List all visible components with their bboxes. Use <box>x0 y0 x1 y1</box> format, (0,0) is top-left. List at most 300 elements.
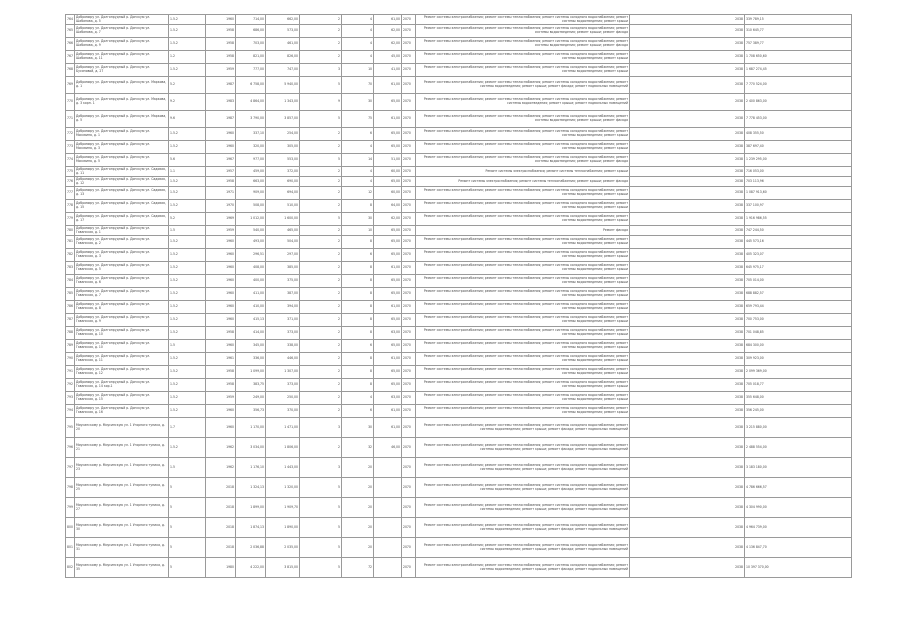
cell-repair-cost: 355 648,00 <box>745 392 852 405</box>
cell-row-number: 801 <box>66 538 75 558</box>
cell-year-built: 1980 <box>206 558 236 578</box>
cell-total-area: 4 864,00 <box>236 94 266 111</box>
cell-repair-works: Ремонт системы электроснабжения; ремонт системы теплоснабжения; ремонт системы холодного водоснабжения; ремонт системы водоотведения; ремонт крыши <box>416 249 630 262</box>
cell-plan-year: 2070 <box>402 288 416 301</box>
table-row <box>66 327 852 340</box>
cell-address: Добромиру ул. Долгопрудный р. Донскую ул. Шабанова, д. 5 <box>75 15 169 25</box>
cell-deadline-year: 2038 <box>630 418 745 438</box>
cell-plan-year: 2070 <box>402 327 416 340</box>
cell-living-area: 387,00 <box>266 288 300 301</box>
cell-deadline-year: 2038 <box>630 366 745 379</box>
cell-year-built: 1960 <box>206 314 236 327</box>
cell-year-built: 1958 <box>206 379 236 392</box>
cell-address: Добромиру ул. Долгопрудный р. Донскую ул. Гаванская, д. 12 <box>75 366 169 379</box>
cell-total-area: 415,13 <box>236 314 266 327</box>
cell-year-built: 2018 <box>206 518 236 538</box>
cell-building-type: 1.5.2 <box>169 38 206 51</box>
cell-total-area: 383,75 <box>236 379 266 392</box>
cell-row-number: 789 <box>66 340 75 353</box>
cell-repair-works: Ремонт системы электроснабжения; ремонт системы теплоснабжения; ремонт системы холодного водоснабжения; ремонт системы водоотведения; ремонт крыши <box>416 392 630 405</box>
cell-address: Добромиру ул. Долгопрудный р. Донскую ул. Гаванская, д. 15 <box>75 392 169 405</box>
cell-building-type: 1.5 <box>169 458 206 478</box>
cell-plan-year: 2070 <box>402 478 416 498</box>
cell-residents: 4 <box>342 177 374 187</box>
cell-year-built: 1987 <box>206 77 236 94</box>
cell-living-area: 504,00 <box>266 236 300 249</box>
cell-wear-percent: 64,00 <box>374 200 402 213</box>
cell-floors: 2 <box>300 226 342 236</box>
cell-row-number: 792 <box>66 379 75 392</box>
cell-living-area: 1 890,00 <box>266 518 300 538</box>
cell-living-area: 254,00 <box>266 128 300 141</box>
cell-repair-works: Ремонт системы электроснабжения; ремонт системы теплоснабжения; ремонт системы холодного водоснабжения; ремонт системы водоотведения; ремонт крыши; ремонт фасада; ремонт подвальных помещений <box>416 478 630 498</box>
cell-plan-year: 2070 <box>402 558 416 578</box>
cell-address: Добромиру ул. Долгопрудный р. Донскую ул. Шабанова, д. 11 <box>75 51 169 64</box>
cell-building-type: 1.5.2 <box>169 64 206 77</box>
cell-living-area: 1 471,00 <box>266 418 300 438</box>
cell-residents: 8 <box>342 327 374 340</box>
cell-repair-works: Ремонт системы электроснабжения; ремонт системы теплоснабжения; ремонт системы холодного водоснабжения; ремонт системы водоотведения; ремонт крыши <box>416 236 630 249</box>
cell-address: Миусинскому р. Миусинскую ул. 1 Угорного тупика, д. 30 <box>75 518 169 538</box>
cell-repair-works: Ремонт системы электроснабжения; ремонт системы теплоснабжения; ремонт системы холодного водоснабжения; ремонт системы водоотведения; ремонт крыши <box>416 353 630 366</box>
cell-repair-cost: 2 099 369,00 <box>745 366 852 379</box>
cell-living-area: 553,00 <box>266 154 300 167</box>
cell-repair-works: Ремонт системы электроснабжения; ремонт системы теплоснабжения; ремонт системы холодного водоснабжения; ремонт системы водоотведения; ремонт крыши <box>416 288 630 301</box>
table-row <box>66 458 852 478</box>
table-row <box>66 236 852 249</box>
cell-living-area: 297,00 <box>266 249 300 262</box>
cell-row-number: 779 <box>66 213 75 226</box>
cell-wear-percent: 61,00 <box>374 301 402 314</box>
cell-residents: 14 <box>342 154 374 167</box>
cell-building-type: 1.5.2 <box>169 366 206 379</box>
cell-address: Добромиру ул. Долгопрудный р. Донскую ул. Гаванская, д. 5 <box>75 262 169 275</box>
cell-deadline-year: 2038 <box>630 458 745 478</box>
cell-repair-cost: 310 645,77 <box>745 25 852 38</box>
cell-wear-percent: 45,00 <box>374 51 402 64</box>
cell-living-area: 662,00 <box>266 15 300 25</box>
cell-living-area: 446,00 <box>266 353 300 366</box>
cell-wear-percent <box>374 498 402 518</box>
cell-row-number: 776 <box>66 177 75 187</box>
cell-repair-cost: 684 300,00 <box>745 340 852 353</box>
cell-total-area: 2 036,88 <box>236 538 266 558</box>
cell-plan-year: 2070 <box>402 418 416 438</box>
cell-deadline-year: 2038 <box>630 275 745 288</box>
cell-repair-works: Ремонт системы электроснабжения; ремонт системы теплоснабжения; ремонт системы холодного водоснабжения; ремонт системы водоотведения; ремонт крыши <box>416 314 630 327</box>
cell-row-number: 782 <box>66 249 75 262</box>
cell-floors: 2 <box>300 301 342 314</box>
cell-building-type: 1.5.2 <box>169 314 206 327</box>
cell-wear-percent <box>374 538 402 558</box>
table-row <box>66 200 852 213</box>
cell-repair-cost: 309 923,00 <box>745 353 852 366</box>
cell-building-type: 1.5.2 <box>169 25 206 38</box>
cell-repair-works: Ремонт системы электроснабжения; ремонт системы теплоснабжения; ремонт системы холодного водоснабжения; ремонт системы водоотведения; ремонт крыши; ремонт фасада; ремонт подвальных помещений <box>416 438 630 458</box>
cell-plan-year: 2070 <box>402 213 416 226</box>
cell-total-area: 714,00 <box>236 15 266 25</box>
cell-residents: 20 <box>342 538 374 558</box>
cell-floors: 3 <box>300 418 342 438</box>
table-row <box>66 340 852 353</box>
cell-building-type: 1.5.2 <box>169 15 206 25</box>
cell-repair-cost: 356 245,00 <box>745 405 852 418</box>
cell-wear-percent <box>374 458 402 478</box>
cell-row-number: 778 <box>66 200 75 213</box>
cell-floors: 2 <box>300 51 342 64</box>
cell-repair-cost: 701 048,85 <box>745 327 852 340</box>
cell-living-area: 1 307,00 <box>266 366 300 379</box>
table-row <box>66 262 852 275</box>
cell-address: Добромиру ул. Долгопрудный р. Донскую ул. Садовая, д. 15 <box>75 200 169 213</box>
cell-building-type: 1.5.2 <box>169 405 206 418</box>
cell-floors: 2 <box>300 15 342 25</box>
table-row <box>66 366 852 379</box>
cell-wear-percent: 61,00 <box>374 418 402 438</box>
cell-plan-year: 2070 <box>402 167 416 177</box>
cell-repair-works: Ремонт системы электроснабжения; ремонт системы теплоснабжения; ремонт системы холодного водоснабжения; ремонт системы водоотведения; ремонт крыши <box>416 64 630 77</box>
cell-floors: 5 <box>300 213 342 226</box>
cell-living-area: 5 940,00 <box>266 77 300 94</box>
cell-living-area: 747,00 <box>266 64 300 77</box>
cell-repair-cost: 645 975,17 <box>745 262 852 275</box>
cell-address: Добромиру ул. Долгопрудный р. Донскую ул. Гаванская, д. 11 <box>75 353 169 366</box>
cell-address: Миусинскому р. Миусинскую ул. 1 Угорного тупика, д. 21 <box>75 438 169 458</box>
cell-repair-cost: 703 113,96 <box>745 177 852 187</box>
cell-deadline-year: 2038 <box>630 128 745 141</box>
cell-deadline-year: 2038 <box>630 438 745 458</box>
cell-residents: 8 <box>342 275 374 288</box>
cell-living-area: 690,00 <box>266 177 300 187</box>
cell-address: Добромиру ул. Долгопрудный р. Донскую ул. Москвина, д. 5 <box>75 154 169 167</box>
cell-total-area: 1 170,00 <box>236 418 266 438</box>
cell-residents: 10 <box>342 226 374 236</box>
cell-year-built: 1960 <box>206 15 236 25</box>
cell-deadline-year: 2038 <box>630 405 745 418</box>
cell-total-area: 249,00 <box>236 392 266 405</box>
table-row <box>66 288 852 301</box>
cell-row-number: 788 <box>66 327 75 340</box>
cell-residents: 30 <box>342 213 374 226</box>
cell-residents: 8 <box>342 200 374 213</box>
cell-address: Добромиру ул. Долгопрудный р. Донскую ул. Москвина, д. 3 <box>75 141 169 154</box>
cell-repair-works: Ремонт системы электроснабжения; ремонт системы теплоснабжения; ремонт системы холодного водоснабжения; ремонт системы водоотведения; ремонт крыши; ремонт фасада; ремонт подвальных помещений <box>416 498 630 518</box>
cell-wear-percent: 61,00 <box>374 77 402 94</box>
cell-total-area: 977,00 <box>236 154 266 167</box>
cell-deadline-year: 2038 <box>630 262 745 275</box>
cell-total-area: 1 874,13 <box>236 518 266 538</box>
cell-living-area: 1 320,00 <box>266 478 300 498</box>
cell-residents: 4 <box>342 25 374 38</box>
cell-repair-works: Ремонт системы электроснабжения; ремонт системы теплоснабжения; ремонт системы холодного водоснабжения; ремонт системы водоотведения; ремонт крыши; ремонт фасада <box>416 38 630 51</box>
cell-total-area: 337,10 <box>236 128 266 141</box>
cell-building-type: 5 <box>169 478 206 498</box>
cell-address: Добромиру ул. Долгопрудный р. Донскую ул. Гаванская, д. 1 <box>75 226 169 236</box>
table-row <box>66 249 852 262</box>
cell-living-area: 373,00 <box>266 327 300 340</box>
cell-wear-percent: 62,00 <box>374 25 402 38</box>
cell-total-area: 400,00 <box>236 275 266 288</box>
cell-floors: 5 <box>300 154 342 167</box>
cell-year-built: 1958 <box>206 327 236 340</box>
cell-deadline-year: 2038 <box>630 301 745 314</box>
cell-total-area: 4 222,00 <box>236 558 266 578</box>
cell-residents: 20 <box>342 458 374 478</box>
cell-building-type: 1.5.2 <box>169 275 206 288</box>
cell-living-area: 370,00 <box>266 405 300 418</box>
cell-repair-works: Ремонт системы электроснабжения; ремонт системы теплоснабжения; ремонт системы холодного водоснабжения; ремонт системы водоотведения; ремонт крыши; ремонт фасада; ремонт подвальных помещений <box>416 458 630 478</box>
cell-plan-year: 2070 <box>402 538 416 558</box>
table-row <box>66 518 852 538</box>
cell-plan-year: 2070 <box>402 226 416 236</box>
cell-repair-cost: 445 573,16 <box>745 236 852 249</box>
cell-floors: 3 <box>300 64 342 77</box>
cell-wear-percent: 60,00 <box>374 187 402 200</box>
cell-plan-year: 2070 <box>402 340 416 353</box>
cell-address: Добромиру ул. Долгопрудный р. Донскую ул. Садовая, д. 13 <box>75 187 169 200</box>
cell-address: Добромиру ул. Долгопрудный р. Донскую ул. Гаванская, д. 6 <box>75 275 169 288</box>
cell-building-type: 1.5 <box>169 340 206 353</box>
spreadsheet-page <box>65 14 851 578</box>
cell-total-area: 411,00 <box>236 288 266 301</box>
cell-repair-cost: 716 053,00 <box>745 167 852 177</box>
cell-floors: 2 <box>300 379 342 392</box>
cell-address: Добромиру ул. Долгопрудный р. Донскую ул. Гаванская, д. 9 <box>75 314 169 327</box>
cell-year-built: 1959 <box>206 392 236 405</box>
cell-building-type: 1.5.2 <box>169 187 206 200</box>
cell-address: Добромиру ул. Долгопрудный р. Донскую ул. Маркова, д. 3 корп. 1 <box>75 94 169 111</box>
cell-plan-year: 2070 <box>402 128 416 141</box>
cell-repair-works: Ремонт системы электроснабжения; ремонт системы теплоснабжения; ремонт системы холодного водоснабжения; ремонт системы водоотведения; ремонт крыши <box>416 301 630 314</box>
cell-total-area: 1 176,10 <box>236 458 266 478</box>
cell-residents: 8 <box>342 301 374 314</box>
cell-residents: 20 <box>342 498 374 518</box>
cell-total-area: 459,00 <box>236 167 266 177</box>
cell-deadline-year: 2038 <box>630 25 745 38</box>
cell-residents: 8 <box>342 314 374 327</box>
cell-wear-percent <box>374 478 402 498</box>
cell-deadline-year: 2038 <box>630 111 745 128</box>
cell-total-area: 703,00 <box>236 38 266 51</box>
cell-living-area: 305,00 <box>266 141 300 154</box>
cell-building-type: 5.2 <box>169 77 206 94</box>
cell-repair-cost: 387 697,40 <box>745 141 852 154</box>
cell-row-number: 775 <box>66 167 75 177</box>
cell-year-built: 1959 <box>206 64 236 77</box>
cell-deadline-year: 2038 <box>630 213 745 226</box>
cell-year-built: 2018 <box>206 498 236 518</box>
cell-building-type: 5.2 <box>169 213 206 226</box>
cell-floors: 5 <box>300 538 342 558</box>
cell-year-built: 1983 <box>206 94 236 111</box>
cell-deadline-year: 2038 <box>630 141 745 154</box>
cell-address: Добромиру ул. Долгопрудный р. Донскую ул. Гаванская, д. 2 <box>75 236 169 249</box>
cell-total-area: 408,00 <box>236 262 266 275</box>
cell-total-area: 1 012,00 <box>236 213 266 226</box>
cell-wear-percent: 62,00 <box>374 213 402 226</box>
cell-living-area: 338,00 <box>266 340 300 353</box>
cell-repair-cost: 705 014,00 <box>745 275 852 288</box>
cell-year-built: 2018 <box>206 478 236 498</box>
cell-deadline-year: 2038 <box>630 38 745 51</box>
cell-plan-year: 2070 <box>402 353 416 366</box>
cell-year-built: 1958 <box>206 366 236 379</box>
cell-wear-percent: 65,00 <box>374 236 402 249</box>
cell-year-built: 1960 <box>206 249 236 262</box>
cell-wear-percent: 65,00 <box>374 288 402 301</box>
cell-residents: 4 <box>342 38 374 51</box>
cell-repair-cost: 705 018,77 <box>745 379 852 392</box>
cell-plan-year: 2070 <box>402 64 416 77</box>
cell-repair-cost: 1 239 295,00 <box>745 154 852 167</box>
cell-repair-works: Ремонт системы электроснабжения; ремонт системы теплоснабжения; ремонт системы холодного водоснабжения; ремонт системы водоотведения; ремонт крыши <box>416 366 630 379</box>
cell-row-number: 764 <box>66 15 75 25</box>
cell-total-area: 345,00 <box>236 340 266 353</box>
cell-living-area: 1 600,00 <box>266 213 300 226</box>
cell-wear-percent: 61,00 <box>374 15 402 25</box>
cell-deadline-year: 2038 <box>630 538 745 558</box>
cell-wear-percent: 65,00 <box>374 141 402 154</box>
cell-year-built: 1969 <box>206 213 236 226</box>
cell-building-type: 1.5.2 <box>169 262 206 275</box>
cell-deadline-year: 2038 <box>630 177 745 187</box>
cell-deadline-year: 2038 <box>630 64 745 77</box>
cell-deadline-year: 2038 <box>630 340 745 353</box>
cell-building-type: 5 <box>169 498 206 518</box>
cell-total-area: 663,00 <box>236 177 266 187</box>
cell-repair-cost: 1 687 274,45 <box>745 64 852 77</box>
cell-wear-percent: 60,00 <box>374 167 402 177</box>
cell-building-type: 1.5.2 <box>169 301 206 314</box>
cell-living-area: 826,00 <box>266 51 300 64</box>
cell-plan-year: 2070 <box>402 275 416 288</box>
cell-building-type: 1.5.2 <box>169 177 206 187</box>
cell-living-area: 573,00 <box>266 25 300 38</box>
cell-wear-percent: 65,00 <box>374 128 402 141</box>
cell-residents: 8 <box>342 262 374 275</box>
cell-deadline-year: 2038 <box>630 353 745 366</box>
cell-deadline-year: 2038 <box>630 288 745 301</box>
cell-building-type: 1.5.2 <box>169 249 206 262</box>
cell-residents: 72 <box>342 558 374 578</box>
cell-deadline-year: 2038 <box>630 167 745 177</box>
cell-total-area: 821,00 <box>236 51 266 64</box>
cell-row-number: 798 <box>66 478 75 498</box>
cell-wear-percent: 63,00 <box>374 327 402 340</box>
cell-repair-works: Ремонт системы электроснабжения; ремонт системы теплоснабжения; ремонт системы холодного водоснабжения; ремонт системы водоотведения; ремонт крыши; ремонт фасада; ремонт подвальных помещений <box>416 538 630 558</box>
cell-row-number: 765 <box>66 25 75 38</box>
cell-wear-percent: 65,00 <box>374 177 402 187</box>
cell-address: Добромиру ул. Долгопрудный р. Донскую ул. Бусиновой, д. 27 <box>75 64 169 77</box>
table-row <box>66 25 852 38</box>
table-row <box>66 154 852 167</box>
cell-year-built: 1959 <box>206 226 236 236</box>
cell-floors: 5 <box>300 518 342 538</box>
cell-plan-year: 2070 <box>402 236 416 249</box>
table-row <box>66 167 852 177</box>
table-row <box>66 128 852 141</box>
table-row <box>66 38 852 51</box>
cell-plan-year: 2070 <box>402 38 416 51</box>
cell-address: Добромиру ул. Долгопрудный р. Донскую ул. Гаванская, д. 3 <box>75 249 169 262</box>
cell-address: Добромиру ул. Долгопрудный р. Донскую ул. Садовая, д. 11 <box>75 167 169 177</box>
cell-wear-percent: 65,00 <box>374 249 402 262</box>
cell-building-type: 9.2 <box>169 94 206 111</box>
cell-floors: 5 <box>300 111 342 128</box>
cell-floors: 5 <box>300 498 342 518</box>
cell-repair-cost: 337 100,97 <box>745 200 852 213</box>
cell-total-area: 493,00 <box>236 236 266 249</box>
cell-deadline-year: 2038 <box>630 77 745 94</box>
table-row <box>66 64 852 77</box>
cell-deadline-year: 2038 <box>630 236 745 249</box>
cell-total-area: 414,00 <box>236 327 266 340</box>
cell-address: Добромиру ул. Долгопрудный р. Донскую ул. Садовая, д. 12 <box>75 177 169 187</box>
cell-plan-year: 2070 <box>402 51 416 64</box>
cell-deadline-year: 2038 <box>630 478 745 498</box>
cell-deadline-year: 2038 <box>630 249 745 262</box>
cell-floors: 5 <box>300 558 342 578</box>
cell-year-built: 1960 <box>206 275 236 288</box>
table-row <box>66 187 852 200</box>
cell-total-area: 909,00 <box>236 187 266 200</box>
cell-building-type: 1.7 <box>169 418 206 438</box>
cell-building-type: 1.5.2 <box>169 236 206 249</box>
cell-total-area: 686,00 <box>236 25 266 38</box>
cell-repair-works: Ремонт системы электроснабжения; ремонт системы теплоснабжения; ремонт системы холодного водоснабжения; ремонт системы водоотведения; ремонт крыши <box>416 128 630 141</box>
cell-total-area: 320,00 <box>236 141 266 154</box>
cell-repair-cost: 688 882,57 <box>745 288 852 301</box>
cell-residents: 12 <box>342 187 374 200</box>
cell-year-built: 1960 <box>206 405 236 418</box>
table-row <box>66 558 852 578</box>
cell-plan-year: 2070 <box>402 249 416 262</box>
cell-residents: 4 <box>342 392 374 405</box>
cell-repair-cost: 1 087 913,60 <box>745 187 852 200</box>
cell-plan-year: 2070 <box>402 200 416 213</box>
cell-row-number: 784 <box>66 275 75 288</box>
cell-total-area: 777,00 <box>236 64 266 77</box>
cell-row-number: 768 <box>66 64 75 77</box>
cell-building-type: 1.5.2 <box>169 438 206 458</box>
cell-floors: 2 <box>300 200 342 213</box>
cell-year-built: 1960 <box>206 262 236 275</box>
cell-year-built: 1967 <box>206 154 236 167</box>
cell-plan-year: 2070 <box>402 392 416 405</box>
cell-year-built: 1960 <box>206 301 236 314</box>
cell-floors: 2 <box>300 366 342 379</box>
cell-total-area: 356,73 <box>236 405 266 418</box>
cell-living-area: 3 857,00 <box>266 111 300 128</box>
cell-wear-percent <box>374 558 402 578</box>
cell-building-type: 1.5.2 <box>169 141 206 154</box>
cell-row-number: 790 <box>66 353 75 366</box>
cell-row-number: 800 <box>66 518 75 538</box>
cell-floors: 2 <box>300 340 342 353</box>
cell-wear-percent: 46,00 <box>374 438 402 458</box>
cell-repair-cost: 4 786 666,57 <box>745 478 852 498</box>
table-row <box>66 111 852 128</box>
cell-total-area: 1 324,13 <box>236 478 266 498</box>
cell-row-number: 802 <box>66 558 75 578</box>
cell-wear-percent: 62,00 <box>374 38 402 51</box>
cell-deadline-year: 2038 <box>630 51 745 64</box>
cell-repair-works: Ремонт системы электроснабжения; ремонт системы теплоснабжения; ремонт системы холодного водоснабжения; ремонт системы водоотведения; ремонт крыши <box>416 327 630 340</box>
cell-row-number: 767 <box>66 51 75 64</box>
cell-floors: 2 <box>300 438 342 458</box>
cell-living-area: 461,00 <box>266 38 300 51</box>
table-row <box>66 51 852 64</box>
